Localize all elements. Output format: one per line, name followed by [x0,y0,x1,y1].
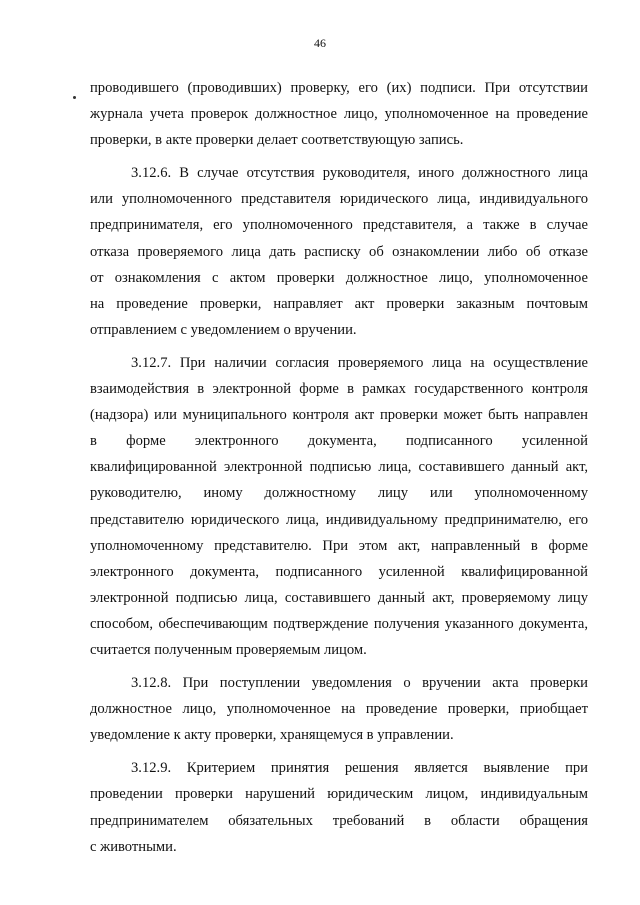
text-line: электронного документа, подписанного усиленной квалифицированной [90,563,588,580]
text-line: считается полученным проверяемым лицом. [90,641,367,658]
text-line: проверки, в акте проверки делает соответствующую запись. [90,132,464,149]
text-line: отправлением с уведомлением о вручении. [90,321,357,338]
text-line: 3.12.6. В случае отсутствия руководителя, иного должностного лица [131,165,588,182]
text-line: предпринимателя, его уполномоченного представителя, а также в случае [90,217,588,234]
text-line: представителю юридического лица, индивидуальному предпринимателю, его [90,511,588,528]
text-line: 3.12.7. При наличии согласия проверяемого лица на осуществление [131,354,588,371]
text-line: уведомление к акту проверки, хранящемуся в управлении. [90,727,454,744]
text-line: электронной подписью лица, составившего данный акт, проверяемому лицу [90,589,588,606]
paragraph-3-12-8 [90,670,588,748]
text-line: журнала учета проверок должностное лицо, уполномоченное на проведение [90,106,588,123]
page-number: 46 [314,36,326,50]
text-line: на проведение проверки, направляет акт проверки заказным почтовым [90,295,588,312]
text-line: от ознакомления с актом проверки должностное лицо, уполномоченное [90,269,588,286]
text-line: проводившего (проводивших) проверку, его (их) подписи. При отсутствии [90,80,588,96]
text-line: или уполномоченного представителя юридического лица, индивидуального [90,191,588,208]
text-line: 3.12.9. Критерием принятия решения является выявление при [131,760,588,777]
text-line: квалифицированной электронной подписью лица, составившего данный акт, [90,459,588,476]
paragraph-continuation [90,75,588,153]
paragraph-3-12-7 [90,350,588,663]
text-line: руководителю, иному должностному лицу или уполномоченному [90,485,588,502]
text-line: должностное лицо, уполномоченное на проведение проверки, приобщает [90,701,588,718]
text-line: с животными. [90,838,177,855]
text-line: способом, обеспечивающим подтверждение получения указанного документа, [90,615,588,632]
text-line: 3.12.8. При поступлении уведомления о вручении акта проверки [131,675,588,692]
paragraph-3-12-6 [90,160,588,343]
text-line: взаимодействия в электронной форме в рамках государственного контроля [90,381,588,398]
paragraph-3-12-9 [90,755,588,859]
text-line: проведении проверки нарушений юридическим лицом, индивидуальным [90,786,588,803]
text-line: уполномоченному представителю. При этом акт, направленный в форме [90,537,588,554]
scan-mark [73,96,76,99]
text-line: в форме электронного документа, подписанного усиленной [90,433,588,450]
text-line: отказа проверяемого лица дать расписку об ознакомлении либо об отказе [90,243,588,260]
text-line: предпринимателем обязательных требований в области обращения [90,812,588,829]
document-body [90,75,588,860]
text-line: (надзора) или муниципального контроля акт проверки может быть направлен [90,407,588,424]
